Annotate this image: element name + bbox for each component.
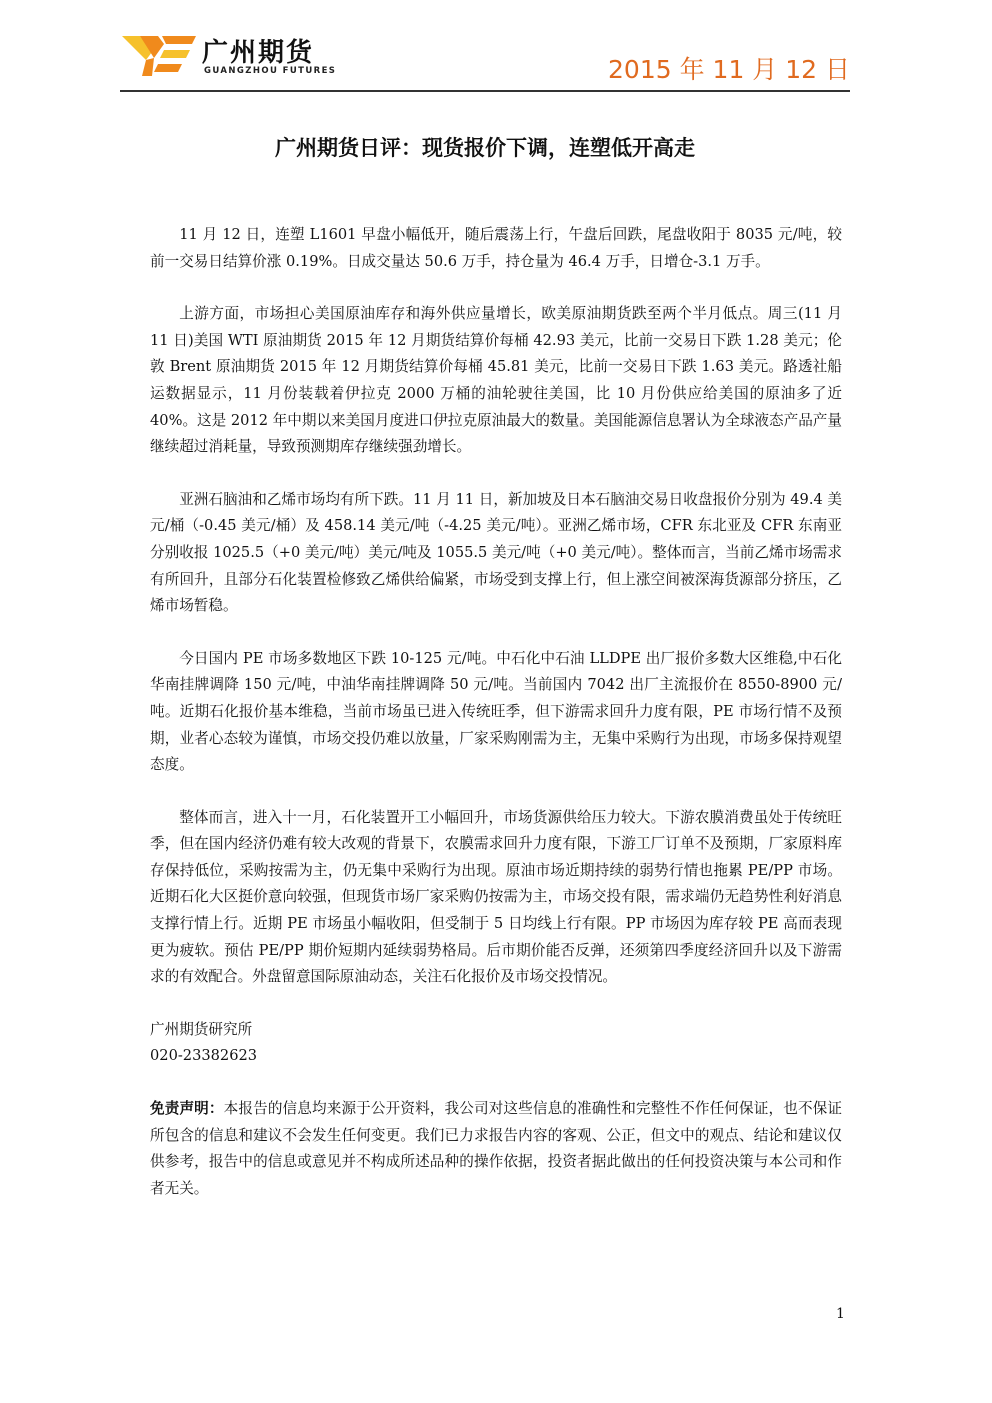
paragraph-4: 今日国内 PE 市场多数地区下跌 10-125 元/吨。中石化中石油 LLDPE 出厂报价多数大区维稳,中石化华南挂牌调降 150 元/吨，中油华南挂牌调降 50 元/吨。当前国内 7042 出厂主流报价在 8550-8900 元/吨。近期石化报价基本维稳，当前市场虽已进入传统旺季，但下游需求回升力度有限，PE 市场行情不及预期，业者心态较为谨慎，市场交投仍难以放量，厂家采购刚需为主，无集中采购行为出现，市场多保持观望态度。 [150, 649, 842, 774]
signature-org: 广州期货研究所 [150, 1020, 253, 1038]
yf-logo-icon [120, 32, 198, 78]
paragraph-1: 11 月 12 日，连塑 L1601 早盘小幅低开，随后震荡上行，午盘后回跌，尾盘收阳于 8035 元/吨，较前一交易日结算价涨 0.19%。日成交量达 50.6 万手，持仓量为 46.4 万手，日增仓-3.1 万手。 [150, 226, 842, 270]
brand-name-en: GUANGZHOU FUTURES [204, 66, 337, 76]
disclaimer-text: 本报告的信息均来源于公开资料，我公司对这些信息的准确性和完整性不作任何保证，也不保证所包含的信息和建议不会发生任何变更。我们已力求报告内容的客观、公正，但文中的观点、结论和建议仅供参考，报告中的信息或意见并不构成所述品种的操作依据，投资者据此做出的任何投资决策与本公司和作者无关。 [150, 1100, 842, 1197]
company-logo [120, 30, 350, 80]
paragraph-2: 上游方面，市场担心美国原油库存和海外供应量增长，欧美原油期货跌至两个半月低点。周三(11 月 11 日)美国 WTI 原油期货 2015 年 12 月期货结算价每桶 42.93 美元，比前一交易日下跌 1.28 美元；伦敦 Brent 原油期货 2015 年 12 月期货结算价每桶 45.81 美元，比前一交易日下跌 1.63 美元。路透社船运数据显示，11 月份装载着伊拉克 2000 万桶的油轮驶往美国，比 10 月份供应给美国的原油多了近 40%。这是 2012 年中期以来美国月度进口伊拉克原油最大的数量。美国能源信息署认为全球液态产品产量继续超过消耗量，导致预测期库存继续强劲增长。 [150, 305, 842, 456]
page-number: 1 [836, 1306, 845, 1322]
report-body [150, 222, 842, 1202]
report-title: 广州期货日评：现货报价下调，连塑低开高走 [275, 136, 695, 160]
page-header [120, 30, 850, 92]
header-divider [120, 90, 850, 92]
disclaimer-label: 免责声明： [150, 1100, 224, 1118]
brand-name-cn: 广州期货 [202, 38, 315, 68]
paragraph-3: 亚洲石脑油和乙烯市场均有所下跌。11 月 11 日，新加坡及日本石脑油交易日收盘报价分别为 49.4 美元/桶（-0.45 美元/桶）及 458.14 美元/吨（-4.25 美元/吨）。亚洲乙烯市场，CFR 东北亚及 CFR 东南亚分别收报 1025.5（+0 美元/吨）美元/吨及 1055.5 美元/吨（+0 美元/吨）。整体而言，当前乙烯市场需求有所回升，且部分石化装置检修致乙烯供给偏紧，市场受到支撑上行，但上涨空间被深海货源部分挤压，乙烯市场暂稳。 [150, 490, 842, 615]
report-date: 2015 年 11 月 12 日 [608, 55, 850, 84]
paragraph-5: 整体而言，进入十一月，石化装置开工小幅回升，市场货源供给压力较大。下游农膜消费虽处于传统旺季，但在国内经济仍难有较大改观的背景下，农膜需求回升力度有限，下游工厂订单不及预期，厂家原料库存保持低位，采购按需为主，仍无集中采购行为出现。原油市场近期持续的弱势行情也拖累 PE/PP 市场。近期石化大区挺价意向较强，但现货市场厂家采购仍按需为主，市场交投有限，需求端仍无趋势性利好消息支撑行情上行。近期 PE 市场虽小幅收阳，但受制于 5 日均线上行有限。PP 市场因为库存较 PE 高而表现更为疲软。预估 PE/PP 期价短期内延续弱势格局。后市期价能否反弹，还须第四季度经济回升以及下游需求的有效配合。外盘留意国际原油动态，关注石化报价及市场交投情况。 [150, 808, 842, 986]
disclaimer [150, 1096, 842, 1202]
signature-phone: 020-23382623 [150, 1047, 258, 1065]
